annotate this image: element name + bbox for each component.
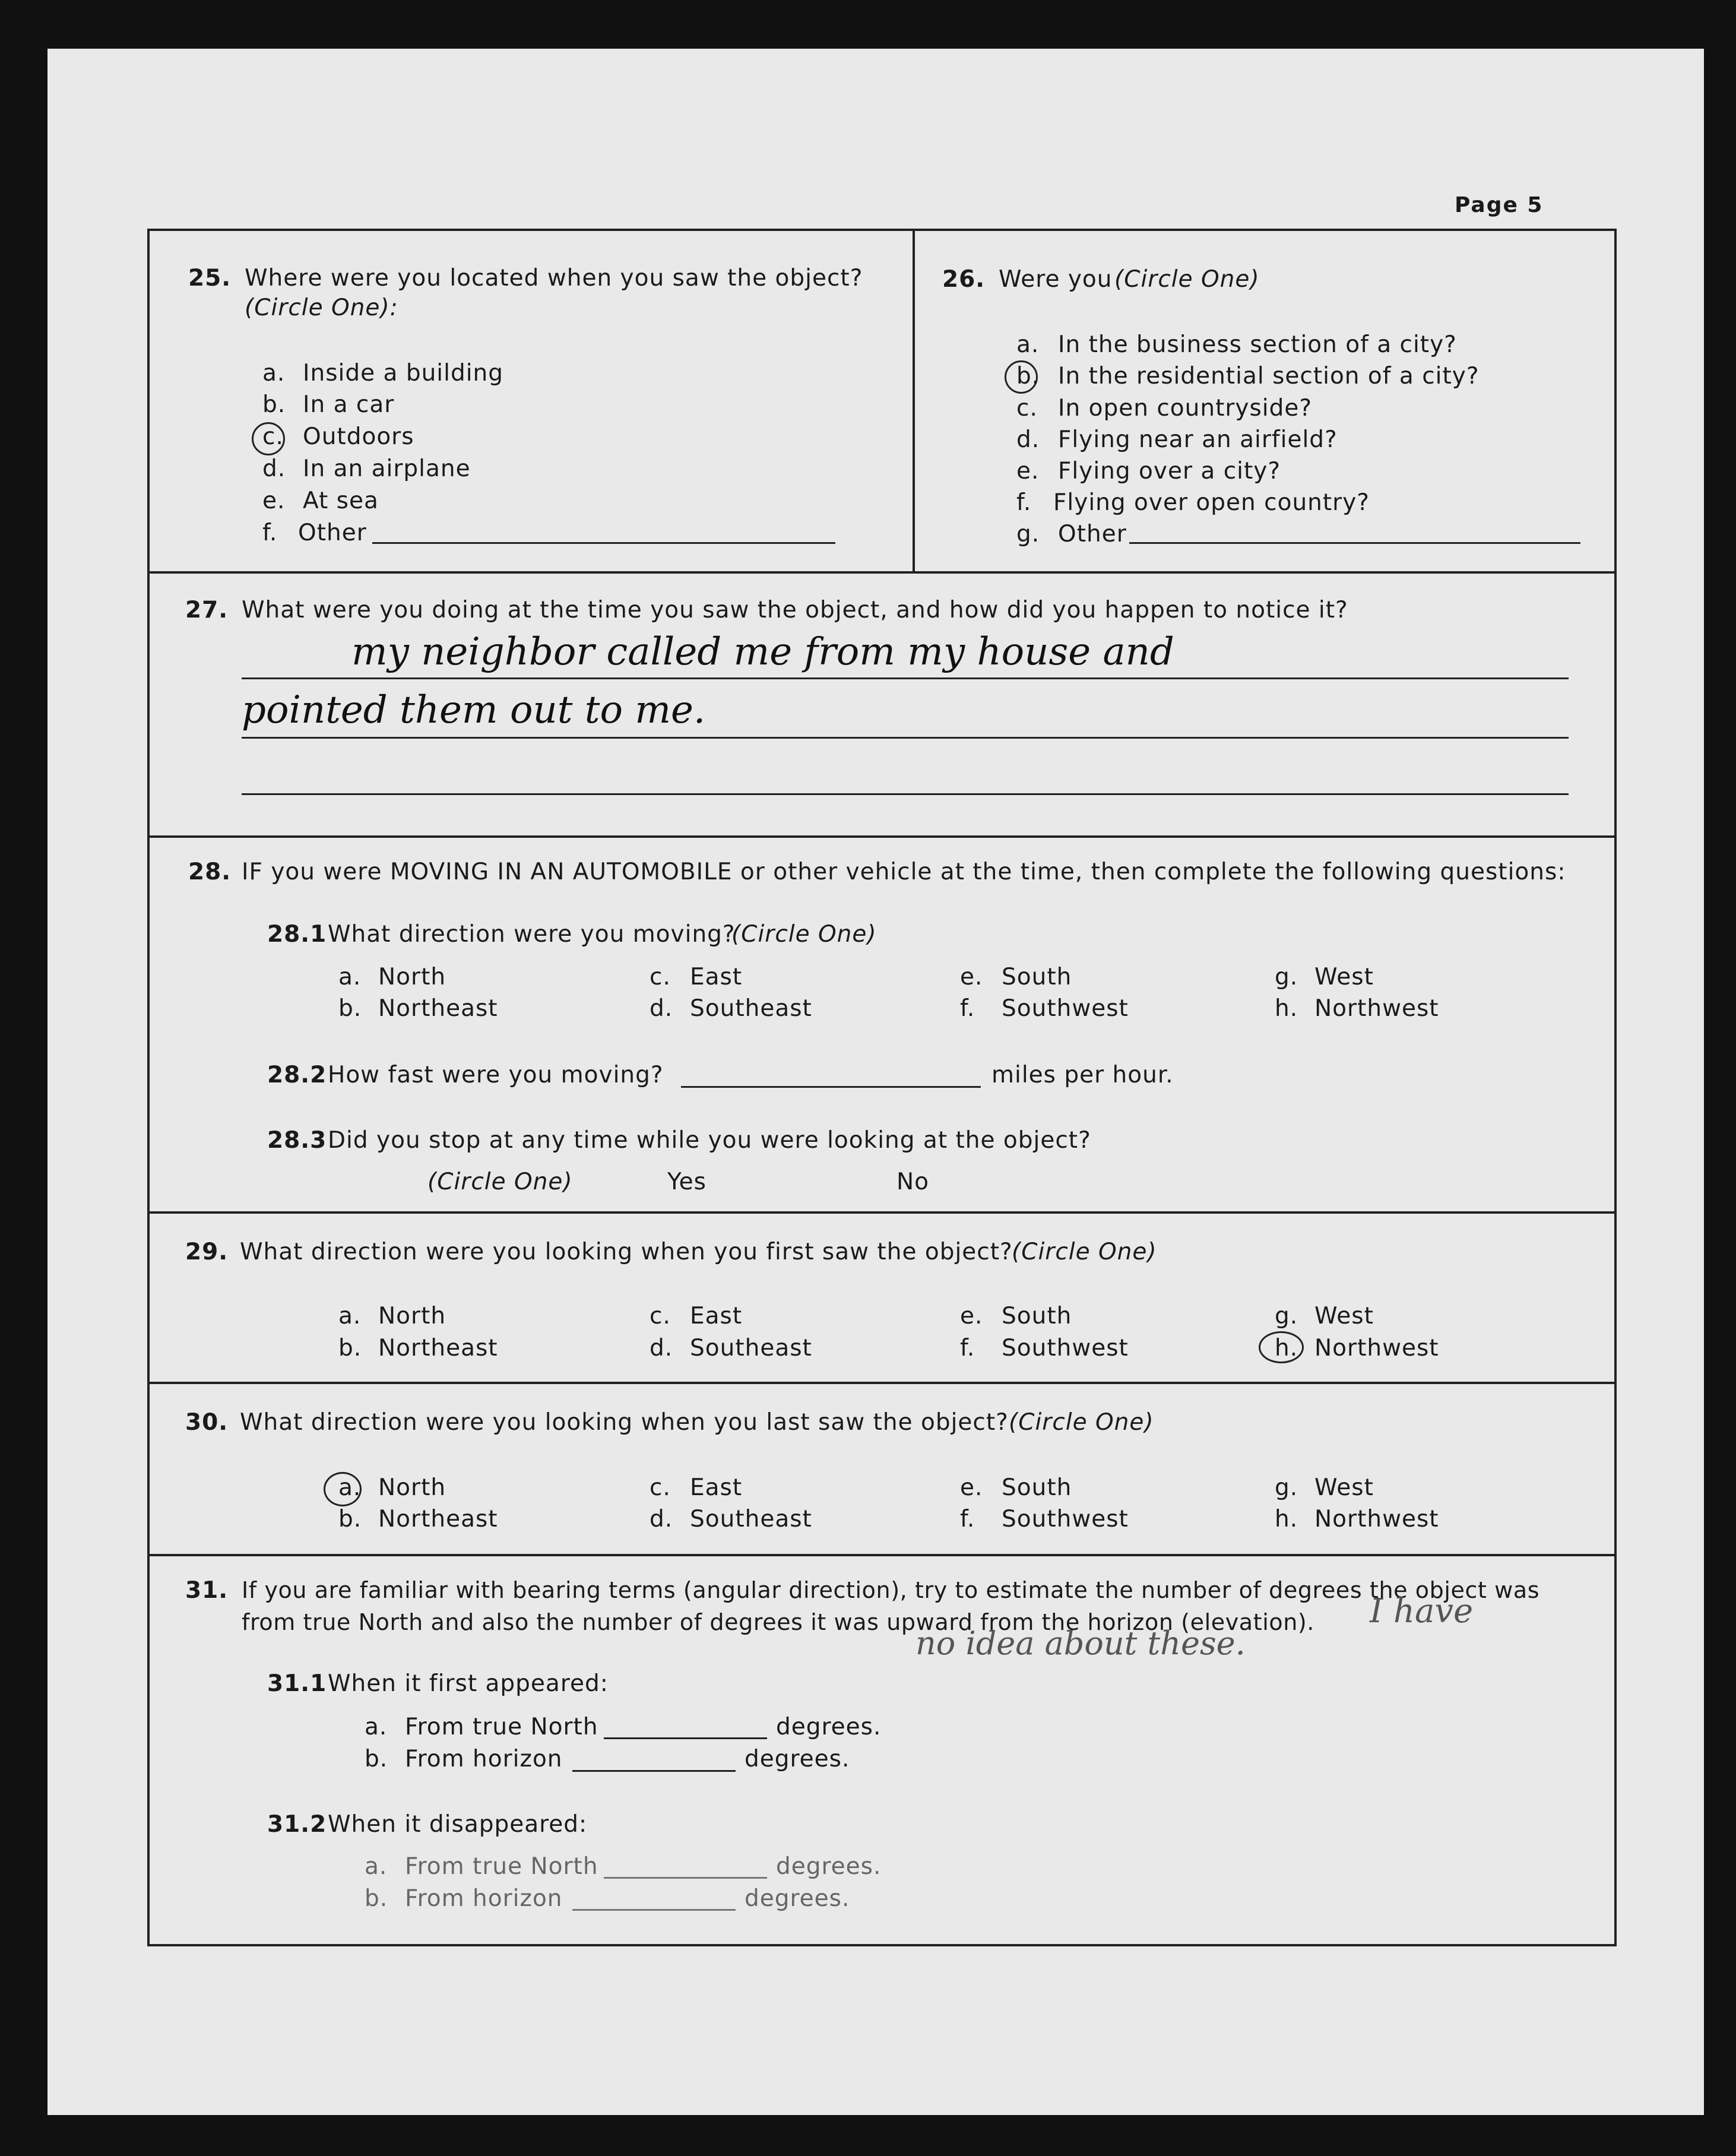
q31-handwritten-note-2[interactable]: no idea about these.	[915, 1625, 1246, 1662]
q31-2-a-label: From true North	[405, 1853, 598, 1880]
q30-dir-e-letter[interactable]: e.	[960, 1474, 983, 1501]
q30-dir-h-letter[interactable]: h.	[1275, 1506, 1298, 1533]
section-25-26	[150, 231, 1614, 574]
q26-number: 26.	[942, 266, 986, 293]
q26-question: Were you	[999, 266, 1113, 293]
page-number: Page 5	[1455, 193, 1544, 217]
q29-dir-g-letter[interactable]: g.	[1275, 1303, 1298, 1329]
q28-3-question: Did you stop at any time while you were looking at the object?	[328, 1127, 1091, 1154]
q29-dir-e-letter[interactable]: e.	[960, 1303, 983, 1329]
section-30	[150, 1384, 1614, 1556]
q25-option-c[interactable]: Outdoors	[303, 423, 414, 450]
q29-dir-f-letter[interactable]: f.	[960, 1335, 975, 1362]
q25-option-f-letter[interactable]: f.	[262, 520, 278, 546]
q25-option-d[interactable]: In an airplane	[303, 455, 471, 482]
q31-1-b-unit: degrees.	[745, 1746, 850, 1772]
q26-option-c-letter[interactable]: c.	[1016, 395, 1038, 422]
q25-option-b-letter[interactable]: b.	[262, 391, 286, 418]
q31-1-horizon-field[interactable]	[572, 1770, 736, 1772]
q29-dir-d[interactable]: Southeast	[690, 1335, 812, 1362]
q28-2-unit: miles per hour.	[991, 1062, 1174, 1088]
q31-1-a-letter: a.	[365, 1714, 388, 1740]
q28-dir-e[interactable]: South	[1002, 964, 1072, 990]
q31-2-b-letter: b.	[365, 1885, 388, 1912]
q30-number: 30.	[185, 1409, 229, 1436]
q28-dir-d-letter[interactable]: d.	[650, 995, 673, 1022]
q30-dir-e[interactable]: South	[1002, 1474, 1072, 1501]
section-29	[150, 1214, 1614, 1384]
q29-dir-d-letter[interactable]: d.	[650, 1335, 673, 1362]
q28-3-instruction: (Circle One)	[427, 1169, 573, 1195]
q31-1-true-north-field[interactable]	[604, 1737, 767, 1739]
q31-1-label: When it first appeared:	[328, 1670, 609, 1697]
q29-dir-a-letter[interactable]: a.	[338, 1303, 362, 1329]
q28-2-number: 28.2	[267, 1062, 327, 1088]
q28-number: 28.	[188, 859, 232, 885]
q29-question: What direction were you looking when you first saw the object?	[240, 1239, 1013, 1265]
q28-dir-f[interactable]: Southwest	[1002, 995, 1129, 1022]
q26-option-e[interactable]: Flying over a city?	[1058, 458, 1281, 485]
q31-1-number: 31.1	[267, 1670, 327, 1697]
q28-1-question: What direction were you moving?	[328, 921, 736, 948]
q30-dir-a[interactable]: North	[378, 1474, 446, 1501]
q25-option-c-letter[interactable]: c.	[262, 423, 284, 450]
q29-instruction: (Circle One)	[1012, 1239, 1157, 1265]
q27-answer-rule2	[242, 737, 1569, 739]
q25-question: Where were you located when you saw the object?	[245, 265, 863, 292]
q31-2-b-unit: degrees.	[745, 1885, 850, 1912]
q31-2-label: When it disappeared:	[328, 1811, 588, 1838]
q31-2-b-label: From horizon	[405, 1885, 563, 1912]
q30-dir-g-letter[interactable]: g.	[1275, 1474, 1298, 1501]
q25-other-field[interactable]	[372, 542, 835, 544]
q31-handwritten-note-1[interactable]: I have	[1370, 1592, 1474, 1631]
section-28	[150, 838, 1614, 1214]
q28-dir-g[interactable]: West	[1314, 964, 1374, 990]
q31-2-a-letter: a.	[365, 1853, 388, 1880]
q26-option-g-letter[interactable]: g.	[1016, 521, 1040, 547]
q28-dir-h-letter[interactable]: h.	[1275, 995, 1298, 1022]
q28-1-instruction: (Circle One)	[731, 921, 877, 948]
q30-dir-f-letter[interactable]: f.	[960, 1506, 975, 1533]
q30-dir-h[interactable]: Northwest	[1314, 1506, 1439, 1533]
q28-dir-a[interactable]: North	[378, 964, 446, 990]
q25-option-a-letter[interactable]: a.	[262, 360, 286, 387]
q28-dir-h[interactable]: Northwest	[1314, 995, 1439, 1022]
q30-dir-a-letter[interactable]: a.	[338, 1474, 362, 1501]
q30-dir-b-letter[interactable]: b.	[338, 1506, 362, 1533]
q28-dir-a-letter[interactable]: a.	[338, 964, 362, 990]
q30-instruction: (Circle One)	[1009, 1409, 1154, 1436]
q31-1-a-label: From true North	[405, 1714, 598, 1740]
q31-1-a-unit: degrees.	[776, 1714, 882, 1740]
q28-2-speed-field[interactable]	[681, 1086, 981, 1088]
q27-answer-line2[interactable]: pointed them out to me.	[242, 688, 706, 732]
q31-line1: If you are familiar with bearing terms (angular direction), try to estimate the number of degrees the object was	[242, 1577, 1540, 1603]
q27-question: What were you doing at the time you saw the object, and how did you happen to notice it?	[242, 597, 1348, 623]
q26-option-f[interactable]: Flying over open country?	[1053, 489, 1370, 516]
q29-dir-f[interactable]: Southwest	[1002, 1335, 1129, 1362]
q26-instruction: (Circle One)	[1114, 266, 1260, 293]
q28-dir-g-letter[interactable]: g.	[1275, 964, 1298, 990]
q31-2-number: 31.2	[267, 1811, 327, 1838]
q25-number: 25.	[188, 265, 232, 292]
q26-option-e-letter[interactable]: e.	[1016, 458, 1040, 485]
q25-option-e-letter[interactable]: e.	[262, 487, 286, 514]
q29-number: 29.	[185, 1239, 229, 1265]
q31-2-true-north-field[interactable]	[604, 1877, 767, 1879]
q29-dir-b-letter[interactable]: b.	[338, 1335, 362, 1362]
q28-1-number: 28.1	[267, 921, 327, 948]
q27-answer-rule3[interactable]	[242, 793, 1569, 795]
q26-option-b[interactable]: In the residential section of a city?	[1058, 363, 1480, 390]
q26-option-d-letter[interactable]: d.	[1016, 426, 1040, 453]
q30-dir-c[interactable]: East	[690, 1474, 743, 1501]
q26-option-a-letter[interactable]: a.	[1016, 331, 1040, 358]
q28-3-number: 28.3	[267, 1127, 327, 1154]
q31-2-a-unit: degrees.	[776, 1853, 882, 1880]
q26-option-d[interactable]: Flying near an airfield?	[1058, 426, 1338, 453]
q26-option-f-letter[interactable]: f.	[1016, 489, 1032, 516]
q28-dir-c[interactable]: East	[690, 964, 743, 990]
q30-dir-c-letter[interactable]: c.	[650, 1474, 671, 1501]
q30-dir-f[interactable]: Southwest	[1002, 1506, 1129, 1533]
section-27	[150, 574, 1614, 838]
q29-dir-c[interactable]: East	[690, 1303, 743, 1329]
section-31	[150, 1556, 1614, 1946]
q28-3-no[interactable]: No	[896, 1169, 930, 1195]
q31-1-b-label: From horizon	[405, 1746, 563, 1772]
q30-dir-d[interactable]: Southeast	[690, 1506, 812, 1533]
q25-option-e[interactable]: At sea	[303, 487, 379, 514]
q26-option-g[interactable]: Other	[1058, 521, 1127, 547]
q30-dir-b[interactable]: Northeast	[378, 1506, 498, 1533]
q29-dir-g[interactable]: West	[1314, 1303, 1374, 1329]
q25-option-a[interactable]: Inside a building	[303, 360, 504, 387]
q30-dir-d-letter[interactable]: d.	[650, 1506, 673, 1533]
q30-dir-g[interactable]: West	[1314, 1474, 1374, 1501]
q31-2-horizon-field[interactable]	[572, 1909, 736, 1911]
q26-other-field[interactable]	[1129, 542, 1580, 544]
q28-dir-f-letter[interactable]: f.	[960, 995, 975, 1022]
q28-dir-c-letter[interactable]: c.	[650, 964, 671, 990]
q28-dir-b[interactable]: Northeast	[378, 995, 498, 1022]
q29-dir-e[interactable]: South	[1002, 1303, 1072, 1329]
q31-number: 31.	[185, 1577, 229, 1604]
questionnaire-form	[147, 229, 1617, 1946]
q30-question: What direction were you looking when you last saw the object?	[240, 1409, 1009, 1436]
q28-dir-b-letter[interactable]: b.	[338, 995, 362, 1022]
q28-question: IF you were MOVING IN AN AUTOMOBILE or other vehicle at the time, then complete the following questions:	[242, 859, 1566, 885]
q27-answer-line1[interactable]: my neighbor called me from my house and	[351, 630, 1174, 674]
q29-dir-b[interactable]: Northeast	[378, 1335, 498, 1362]
q27-answer-rule1	[242, 677, 1569, 679]
q29-dir-a[interactable]: North	[378, 1303, 446, 1329]
q27-number: 27.	[185, 597, 229, 623]
q25-option-f[interactable]: Other	[298, 520, 367, 546]
q26-option-a[interactable]: In the business section of a city?	[1058, 331, 1457, 358]
q28-dir-d[interactable]: Southeast	[690, 995, 812, 1022]
q29-dir-c-letter[interactable]: c.	[650, 1303, 671, 1329]
q28-3-yes[interactable]: Yes	[667, 1169, 707, 1195]
q31-line2: from true North and also the number of degrees it was upward from the horizon (elevation).	[242, 1609, 1314, 1635]
column-divider	[913, 231, 915, 571]
q29-dir-h-letter[interactable]: h.	[1275, 1335, 1298, 1362]
q26-option-b-letter[interactable]: b.	[1016, 363, 1040, 390]
q25-option-d-letter[interactable]: d.	[262, 455, 286, 482]
q28-dir-e-letter[interactable]: e.	[960, 964, 983, 990]
q28-2-question: How fast were you moving?	[328, 1062, 664, 1088]
q25-option-b[interactable]: In a car	[303, 391, 395, 418]
q25-instruction: (Circle One):	[245, 295, 398, 321]
q26-option-c[interactable]: In open countryside?	[1058, 395, 1313, 422]
q31-1-b-letter: b.	[365, 1746, 388, 1772]
q29-dir-h[interactable]: Northwest	[1314, 1335, 1439, 1362]
